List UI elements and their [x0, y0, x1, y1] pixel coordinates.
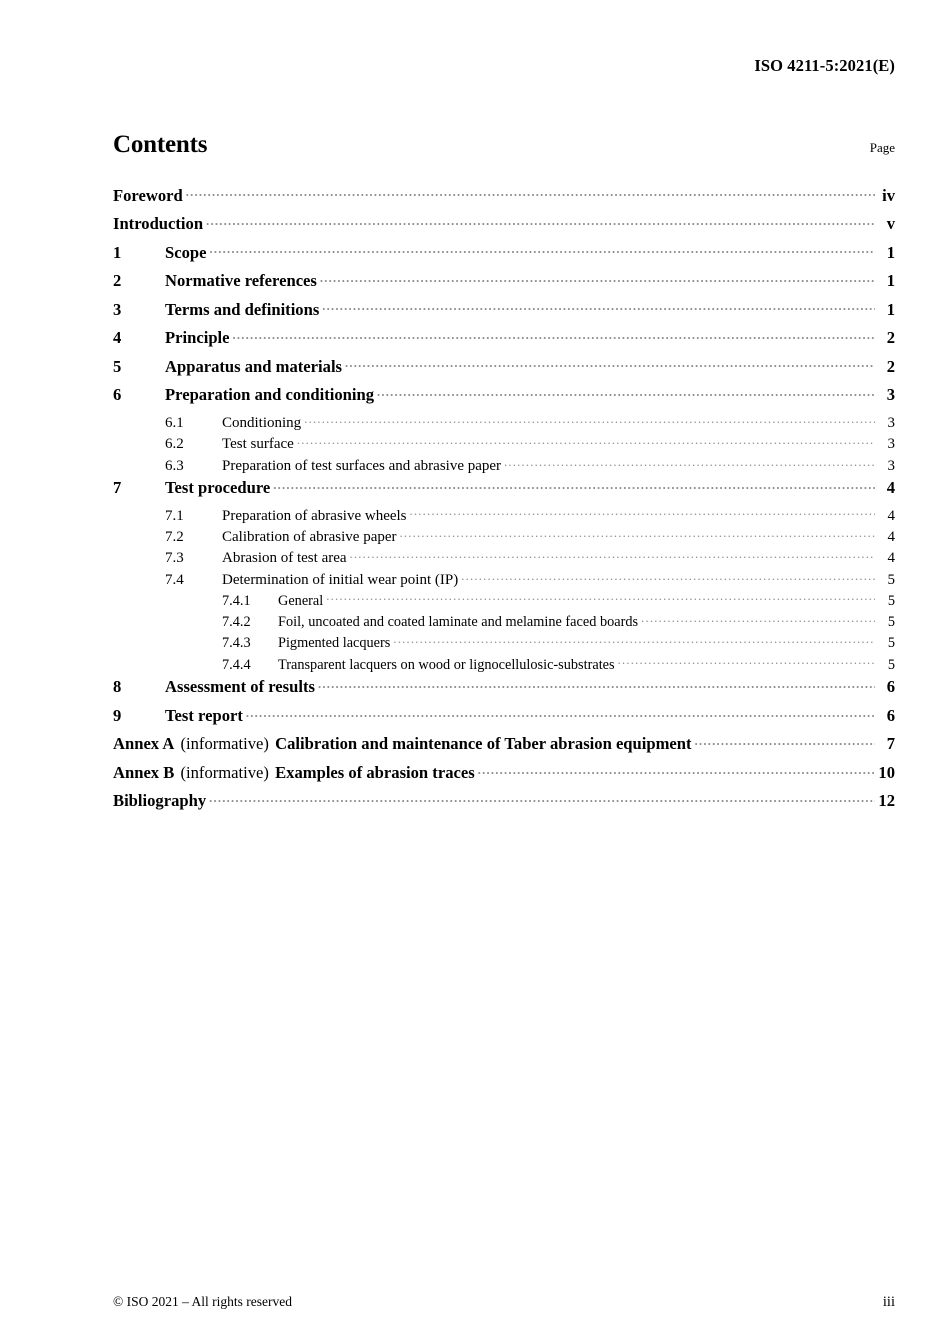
toc-entry-label: Determination of initial wear point (IP) [222, 571, 459, 588]
toc-entry-number: 6 [113, 385, 122, 405]
contents-title-row [113, 131, 895, 159]
toc-entry[interactable] [113, 355, 895, 384]
annex-designator: Annex A [113, 734, 175, 754]
dot-leader [186, 184, 875, 201]
toc-entry-page: 10 [878, 762, 895, 782]
toc-entry-page: 1 [886, 242, 895, 262]
toc-entry-label: Principle [165, 328, 230, 348]
page-footer [113, 1294, 895, 1311]
toc-entry-label: General [278, 592, 324, 609]
toc-entry[interactable] [113, 612, 895, 633]
toc-entry-number: 1 [113, 242, 122, 262]
dot-leader [326, 590, 875, 604]
toc-entry[interactable] [113, 433, 895, 454]
toc-entry-number: 7.4.1 [222, 592, 251, 609]
dot-leader [206, 213, 875, 230]
toc-entry-label: Scope [165, 242, 207, 262]
toc-entry-number: 4 [113, 328, 122, 348]
toc-entry-number: 7.4.2 [222, 613, 251, 630]
annex-kind: (informative) [180, 762, 269, 782]
dot-leader [246, 704, 875, 721]
dot-leader [478, 761, 875, 778]
dot-leader [322, 298, 875, 315]
dot-leader [504, 455, 875, 470]
annex-title: Examples of abrasion traces [275, 762, 475, 782]
dot-leader [410, 505, 875, 520]
dot-leader [393, 633, 875, 647]
dot-leader [695, 733, 875, 750]
toc-entry-label: Foil, uncoated and coated laminate and melamine faced boards [278, 613, 639, 630]
toc-entry-label: Preparation and conditioning [165, 385, 374, 405]
toc-entry[interactable] [113, 270, 895, 299]
dot-leader [345, 355, 875, 372]
toc-entry[interactable] [113, 184, 895, 213]
toc-entry[interactable] [113, 213, 895, 242]
toc-annex-entry[interactable] [113, 733, 895, 762]
toc-entry-label: Terms and definitions [165, 299, 320, 319]
toc-entry[interactable] [113, 412, 895, 433]
toc-entry-number: 7.4 [165, 571, 184, 588]
toc-entry-page: 1 [886, 299, 895, 319]
toc-entry[interactable] [113, 327, 895, 356]
toc-entry-page: iv [882, 185, 895, 205]
dot-leader [320, 270, 875, 287]
footer-page-number: iii [882, 1294, 895, 1310]
page-title: Contents [113, 131, 208, 158]
toc-entry-page: 3 [887, 457, 895, 474]
toc-entry-number: 7.1 [165, 507, 184, 524]
toc-entry-label: Transparent lacquers on wood or lignocellulosic-substrates [278, 656, 615, 673]
toc-entry[interactable] [113, 455, 895, 476]
toc-entry-label: Foreword [113, 185, 183, 205]
dot-leader [641, 612, 875, 626]
toc-entry-label: Test surface [222, 436, 294, 453]
toc-entry-number: 7.4.3 [222, 635, 251, 652]
toc-entry-number: 3 [113, 299, 122, 319]
toc-entry-page: 4 [887, 529, 895, 546]
toc-entry-page: 2 [886, 328, 895, 348]
toc-entry[interactable] [113, 384, 895, 413]
toc-entry-page: 2 [886, 356, 895, 376]
toc-entry-number: 5 [113, 356, 122, 376]
toc-entry[interactable] [113, 654, 895, 675]
toc-entry-label: Test report [165, 705, 243, 725]
toc-entry[interactable] [113, 526, 895, 547]
toc-entry-number: 9 [113, 705, 122, 725]
toc-entry-page: 6 [886, 705, 895, 725]
toc-entry-number: 7.4.4 [222, 656, 251, 673]
toc-entry-label: Calibration of abrasive paper [222, 529, 397, 546]
document-reference-header: ISO 4211-5:2021(E) [754, 56, 895, 75]
toc-entry-page: 5 [887, 592, 895, 609]
toc-entry[interactable] [113, 298, 895, 327]
toc-entry-page: 4 [886, 477, 895, 497]
toc-entry-number: 7.3 [165, 550, 184, 567]
toc-entry-number: 7 [113, 477, 122, 497]
table-of-contents [113, 184, 895, 818]
dot-leader [233, 327, 875, 344]
toc-entry[interactable] [113, 676, 895, 705]
dot-leader [209, 790, 875, 807]
toc-entry-page: 5 [887, 571, 895, 588]
toc-entry[interactable] [113, 633, 895, 654]
toc-entry-page: 5 [887, 656, 895, 673]
toc-entry-page: 4 [887, 507, 895, 524]
toc-entry-label: Preparation of abrasive wheels [222, 507, 407, 524]
page-column-header: Page [869, 140, 895, 155]
toc-entry-page: 3 [886, 385, 895, 405]
toc-entry-page: 5 [887, 635, 895, 652]
dot-leader [304, 412, 875, 427]
dot-leader [297, 433, 875, 448]
toc-entry-number: 6.1 [165, 415, 184, 431]
toc-entry[interactable] [113, 476, 895, 505]
toc-entry[interactable] [113, 569, 895, 590]
toc-entry-number: 6.2 [165, 436, 184, 453]
toc-entry-page: 1 [886, 271, 895, 291]
annex-kind: (informative) [180, 734, 269, 754]
annex-designator: Annex B [113, 762, 175, 782]
dot-leader [461, 569, 875, 584]
toc-entry-label: Apparatus and materials [165, 356, 343, 376]
toc-entry-number: 7.2 [165, 529, 184, 546]
toc-entry[interactable] [113, 704, 895, 733]
toc-entry-page: 4 [887, 550, 895, 567]
dot-leader [618, 654, 875, 668]
toc-entry-label: Assessment of results [165, 677, 315, 697]
toc-entry-page: 5 [887, 613, 895, 630]
toc-entry-page: v [886, 214, 895, 234]
toc-entry-page: 12 [878, 791, 895, 811]
toc-entry[interactable] [113, 547, 895, 568]
copyright-notice: © ISO 2021 – All rights reserved [113, 1294, 292, 1309]
toc-entry-label: Abrasion of test area [222, 550, 347, 567]
toc-entry-number: 8 [113, 677, 122, 697]
toc-entry-label: Introduction [113, 214, 204, 234]
toc-entry-page: 6 [886, 677, 895, 697]
dot-leader [377, 384, 875, 401]
dot-leader [273, 476, 875, 493]
toc-entry-label: Pigmented lacquers [278, 635, 391, 652]
toc-entry-number: 2 [113, 271, 122, 291]
toc-entry-label: Conditioning [222, 415, 302, 431]
toc-entry[interactable] [113, 505, 895, 526]
toc-entry[interactable] [113, 241, 895, 270]
toc-entry-label: Preparation of test surfaces and abrasive paper [222, 457, 502, 474]
dot-leader [209, 241, 875, 258]
toc-annex-entry[interactable] [113, 761, 895, 790]
dot-leader [400, 526, 875, 541]
toc-bibliography-entry[interactable] [113, 790, 895, 819]
annex-title: Calibration and maintenance of Taber abrasion equipment [275, 734, 692, 754]
toc-entry-number: 6.3 [165, 457, 184, 474]
toc-entry-label: Bibliography [113, 791, 207, 811]
dot-leader [318, 676, 875, 693]
toc-entry-page: 7 [886, 734, 895, 754]
toc-entry-label: Normative references [165, 271, 317, 291]
dot-leader [350, 547, 875, 562]
toc-entry-page: 3 [887, 415, 895, 431]
toc-entry-page: 3 [887, 436, 895, 453]
toc-entry-label: Test procedure [165, 477, 271, 497]
toc-entry[interactable] [113, 590, 895, 611]
